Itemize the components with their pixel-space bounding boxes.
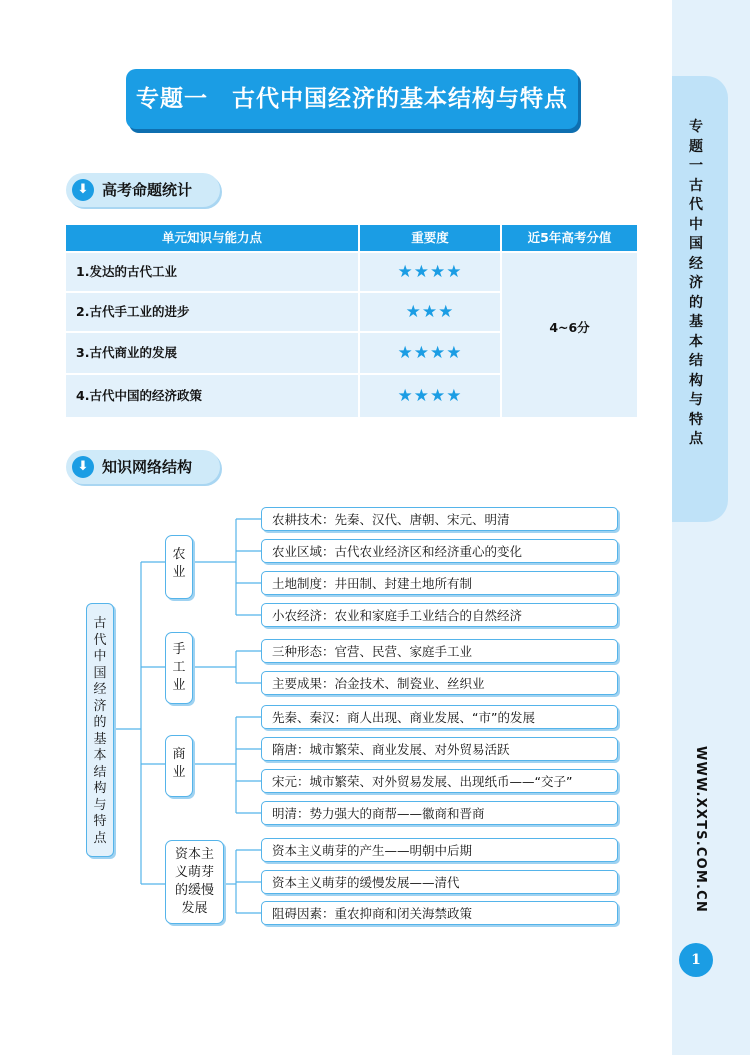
table-header-cell: 近5年高考分值 — [502, 225, 637, 251]
map-leaf: 隋唐：城市繁荣、商业发展、对外贸易活跃 — [261, 737, 618, 761]
table-cell-point: 3.古代商业的发展 — [66, 333, 358, 373]
table-header-cell: 重要度 — [360, 225, 500, 251]
arrow-down-icon: ⬇ — [72, 179, 94, 201]
map-category-capitalism: 资本主义萌芽的缓慢发展 — [165, 840, 224, 924]
map-leaf: 资本主义萌芽的产生——明朝中后期 — [261, 838, 618, 862]
arrow-down-icon: ⬇ — [72, 456, 94, 478]
map-leaf: 明清：势力强大的商帮——徽商和晋商 — [261, 801, 618, 825]
map-leaf: 阻碍因素：重农抑商和闭关海禁政策 — [261, 901, 618, 925]
map-category-handicraft: 手工业 — [165, 632, 193, 704]
table-cell-point: 4.古代中国的经济政策 — [66, 375, 358, 417]
page-number: 1 — [679, 943, 713, 977]
importance-stars: ★★★ — [360, 293, 500, 331]
website-url: WWW.XXTS.COM.CN — [693, 746, 708, 913]
map-root-label: 古代中国经济的基本结构与特点 — [93, 616, 107, 846]
table-cell-score: 4~6分 — [502, 253, 637, 417]
map-leaf: 主要成果：冶金技术、制瓷业、丝织业 — [261, 671, 618, 695]
chapter-tab-title: 专题一古代中国经济的基本结构与特点 — [689, 119, 703, 447]
section-label: 高考命题统计 — [102, 181, 193, 199]
importance-stars: ★★★★ — [360, 253, 500, 291]
table-cell-point: 1.发达的古代工业 — [66, 253, 358, 291]
section-label: 知识网络结构 — [102, 458, 193, 476]
table-header-cell: 单元知识与能力点 — [66, 225, 358, 251]
map-category-commerce: 商业 — [165, 735, 193, 797]
map-leaf: 土地制度：井田制、封建土地所有制 — [261, 571, 618, 595]
map-leaf: 资本主义萌芽的缓慢发展——清代 — [261, 870, 618, 894]
map-root-node — [86, 603, 114, 857]
map-leaf: 小农经济：农业和家庭手工业结合的自然经济 — [261, 603, 618, 627]
map-leaf: 农业区域：古代农业经济区和经济重心的变化 — [261, 539, 618, 563]
importance-stars: ★★★★ — [360, 375, 500, 417]
page-title: 专题一 古代中国经济的基本结构与特点 — [136, 85, 568, 112]
map-leaf: 先秦、秦汉：商人出现、商业发展、“市”的发展 — [261, 705, 618, 729]
map-category-agriculture: 农业 — [165, 535, 193, 599]
importance-stars: ★★★★ — [360, 333, 500, 373]
map-leaf: 宋元：城市繁荣、对外贸易发展、出现纸币——“交子” — [261, 769, 618, 793]
map-leaf: 农耕技术：先秦、汉代、唐朝、宋元、明清 — [261, 507, 618, 531]
map-leaf: 三种形态：官营、民营、家庭手工业 — [261, 639, 618, 663]
table-cell-point: 2.古代手工业的进步 — [66, 293, 358, 331]
